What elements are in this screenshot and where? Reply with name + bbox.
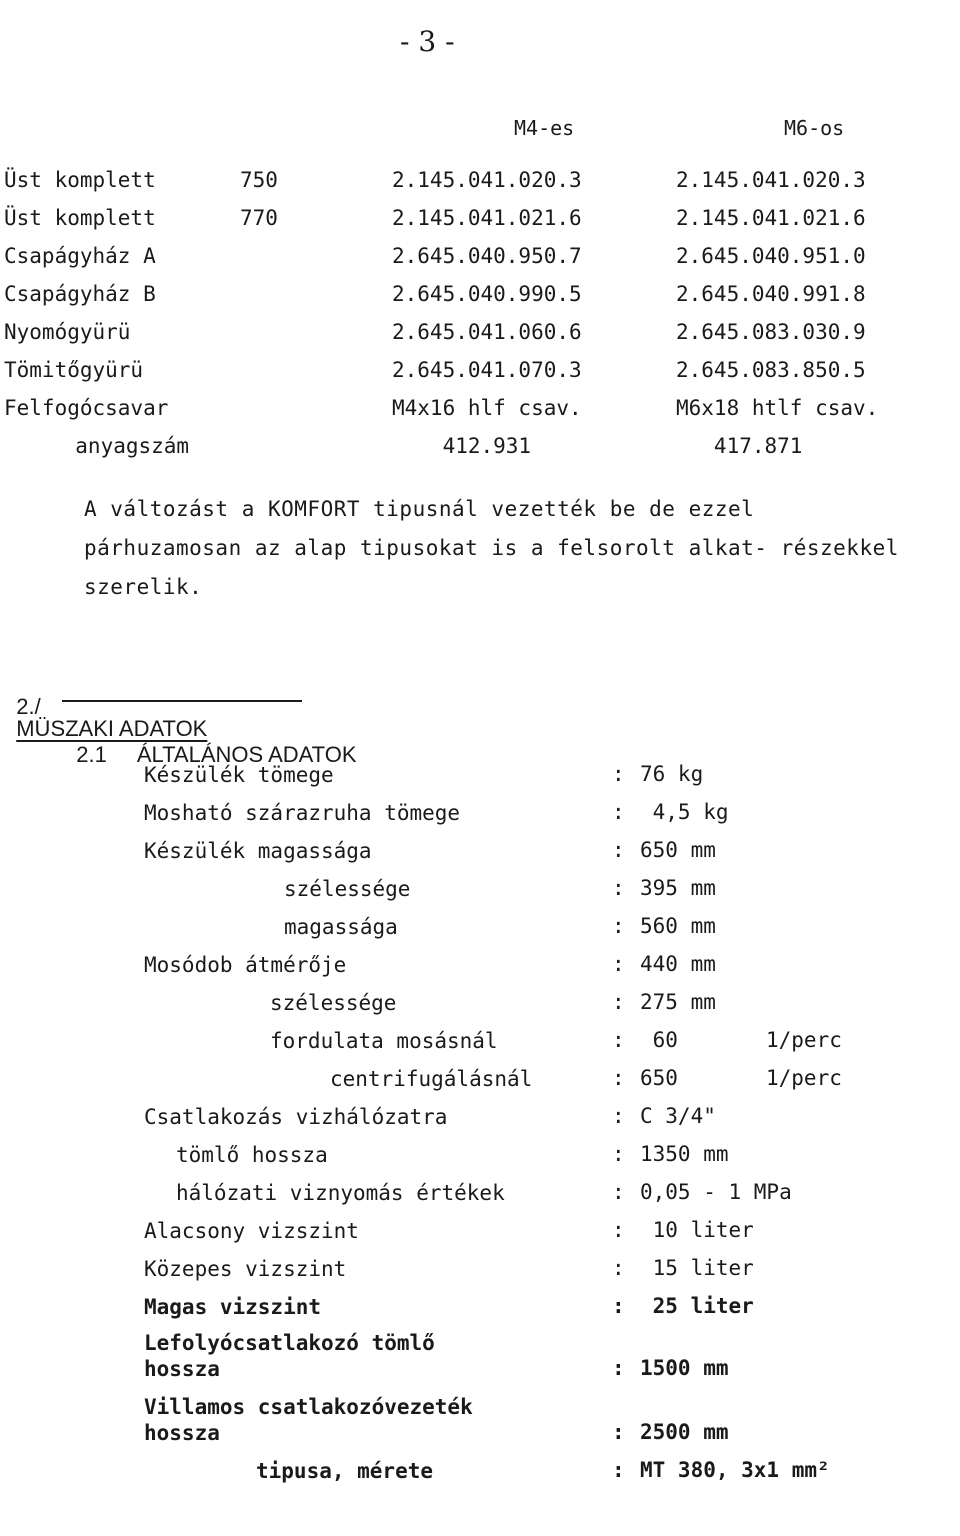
part-name: Üst komplett (4, 206, 156, 230)
part-m4-code: 2.145.041.020.3 (392, 168, 582, 192)
spec-colon: : (612, 1256, 625, 1280)
section-number: 2./ (16, 694, 41, 719)
parts-row (0, 320, 960, 350)
part-m6-code: 2.145.041.020.3 (676, 168, 866, 192)
spec-colon: : (612, 1458, 625, 1482)
parts-row (0, 244, 960, 274)
spec-colon: : (612, 914, 625, 938)
spec-colon: : (612, 876, 625, 900)
spec-label: magassága (284, 915, 398, 939)
section-underline (62, 700, 302, 702)
spec-value: 4,5 kg (640, 800, 729, 824)
header-m4: M4-es (514, 116, 575, 140)
subsection-number: 2.1 (76, 742, 107, 767)
spec-value: 0,05 - 1 MPa (640, 1180, 792, 1204)
spec-value: C 3/4" (640, 1104, 716, 1128)
page-number: - 3 - (400, 25, 455, 58)
spec-colon: : (612, 952, 625, 976)
part-m4-code: 2.645.041.060.6 (392, 320, 582, 344)
spec-value: 2500 mm (640, 1420, 729, 1444)
part-m6-code: 2.145.041.021.6 (676, 206, 866, 230)
spec-label: Alacsony vizszint (144, 1219, 359, 1243)
spec-value: 395 mm (640, 876, 716, 900)
part-name: anyagszám (50, 434, 190, 458)
part-name: Felfogócsavar (4, 396, 169, 420)
part-m6-code: 2.645.040.991.8 (676, 282, 866, 306)
spec-label: Készülék magassága (144, 839, 372, 863)
spec-label: tömlő hossza (176, 1143, 328, 1167)
parts-row (0, 358, 960, 388)
part-m4-code: 412.931 (392, 434, 532, 458)
spec-colon: : (612, 1294, 625, 1318)
spec-colon: : (612, 1356, 625, 1380)
spec-value: 650 (640, 1066, 678, 1090)
section-title: MÜSZAKI ADATOK (16, 716, 208, 741)
spec-unit: 1/perc (766, 1066, 842, 1090)
spec-value: MT 380, 3x1 mm² (640, 1458, 830, 1482)
spec-colon: : (612, 1218, 625, 1242)
spec-label: tipusa, mérete (256, 1459, 434, 1483)
part-m6-code: 417.871 (676, 434, 803, 458)
part-m4-code: 2.645.040.950.7 (392, 244, 582, 268)
part-variant: 770 (240, 206, 278, 230)
spec-label: hálózati viznyomás értékek (176, 1181, 505, 1205)
parts-row (0, 282, 960, 312)
spec-colon: : (612, 1142, 625, 1166)
part-name: Tömitőgyürü (4, 358, 144, 382)
spec-value: 275 mm (640, 990, 716, 1014)
spec-colon: : (612, 800, 625, 824)
header-m6: M6-os (784, 116, 845, 140)
spec-label: Készülék tömege (144, 763, 334, 787)
spec-colon: : (612, 1180, 625, 1204)
part-name: Csapágyház A (4, 244, 156, 268)
parts-row (0, 396, 960, 426)
note-paragraph: A változást a KOMFORT tipusnál vezették be de ezzel párhuzamosan az alap tipusokat is a felsorolt alkat- részekkel szerelik. (84, 497, 899, 599)
spec-unit: 1/perc (766, 1028, 842, 1052)
part-m6-code: 2.645.040.951.0 (676, 244, 866, 268)
spec-value: 25 liter (640, 1294, 754, 1318)
spec-label: Mosódob átmérője (144, 953, 347, 977)
spec-label: fordulata mosásnál (270, 1029, 498, 1053)
spec-label: Lefolyócsatlakozó tömlő hossza (144, 1331, 435, 1381)
spec-label: Közepes vizszint (144, 1257, 347, 1281)
spec-value: 1500 mm (640, 1356, 729, 1380)
part-name: Üst komplett (4, 168, 156, 192)
subsection-title: ÁLTALÁNOS ADATOK (136, 742, 357, 767)
spec-value: 76 kg (640, 762, 704, 786)
part-variant: 750 (240, 168, 278, 192)
spec-colon: : (612, 1104, 625, 1128)
part-m6-code: 2.645.083.030.9 (676, 320, 866, 344)
part-m6-code: 2.645.083.850.5 (676, 358, 866, 382)
spec-value: 60 (640, 1028, 678, 1052)
spec-value: 440 mm (640, 952, 716, 976)
part-m4-code: 2.645.041.070.3 (392, 358, 582, 382)
parts-row (0, 434, 960, 464)
spec-label: centrifugálásnál (330, 1067, 533, 1091)
spec-colon: : (612, 762, 625, 786)
spec-label: szélessége (270, 991, 397, 1015)
spec-value: 1350 mm (640, 1142, 729, 1166)
spec-colon: : (612, 838, 625, 862)
spec-colon: : (612, 1066, 625, 1090)
spec-label: Villamos csatlakozóvezeték hossza (144, 1395, 473, 1445)
part-m4-code: 2.645.040.990.5 (392, 282, 582, 306)
part-m4-code: 2.145.041.021.6 (392, 206, 582, 230)
spec-value: 650 mm (640, 838, 716, 862)
spec-value: 10 liter (640, 1218, 754, 1242)
part-m6-code: M6x18 htlf csav. (676, 396, 879, 420)
spec-label: Magas vizszint (144, 1295, 322, 1319)
spec-value: 560 mm (640, 914, 716, 938)
spec-colon: : (612, 1028, 625, 1052)
spec-colon: : (612, 990, 625, 1014)
spec-label: Csatlakozás vizhálózatra (144, 1105, 448, 1129)
part-name: Csapágyház B (4, 282, 156, 306)
part-name: Nyomógyürü (4, 320, 131, 344)
part-m4-code: M4x16 hlf csav. (392, 396, 582, 420)
spec-label: Mosható szárazruha tömege (144, 801, 461, 825)
parts-row (0, 206, 960, 236)
subsection-heading (64, 722, 357, 766)
spec-label: szélessége (284, 877, 411, 901)
parts-row (0, 168, 960, 198)
spec-value: 15 liter (640, 1256, 754, 1280)
spec-colon: : (612, 1420, 625, 1444)
